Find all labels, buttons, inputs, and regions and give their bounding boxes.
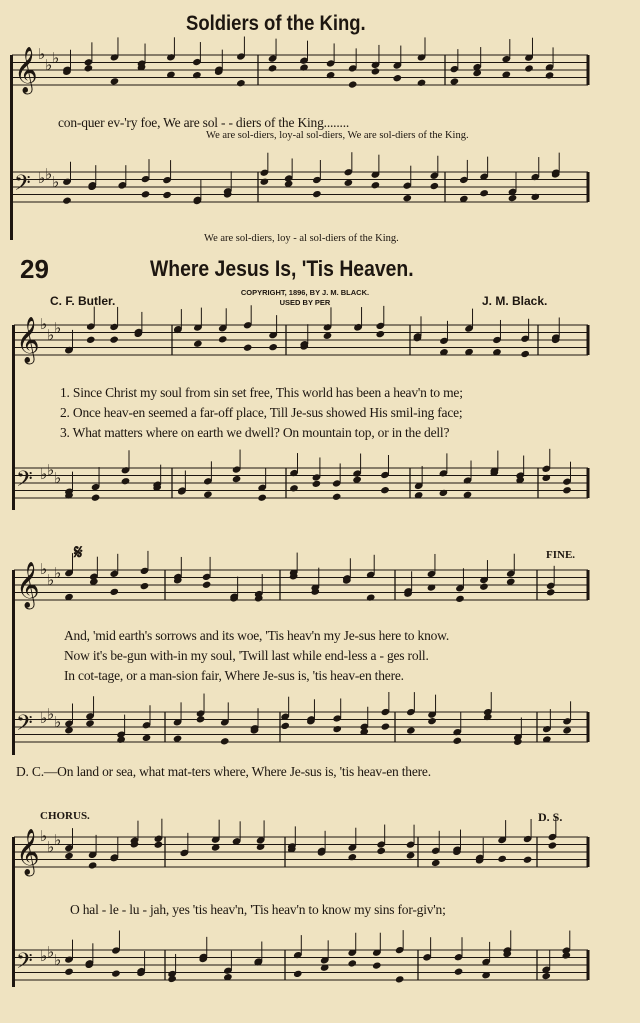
flat-sign: ♭ [54, 469, 62, 487]
note-head [479, 583, 489, 591]
note-head [218, 335, 228, 343]
note-head [376, 330, 386, 338]
verse-line: Now it's be-gun with-in my soul, 'Twill last while end-less a - ges roll. [64, 648, 429, 663]
chorus-label: CHORUS. [40, 810, 90, 822]
hymn-title: Where Jesus Is, 'Tis Heaven. [150, 256, 414, 281]
note-head [406, 726, 416, 734]
note-head [562, 726, 572, 734]
note-head [366, 593, 376, 601]
note-head [348, 80, 358, 88]
note-head [530, 193, 540, 201]
note-head [454, 967, 464, 975]
note-head [326, 71, 336, 79]
flat-sign: ♭ [40, 465, 48, 483]
segno-sign: 𝄋 [74, 542, 83, 564]
note-head [541, 474, 551, 482]
note-head [243, 344, 253, 352]
note-head [372, 961, 382, 969]
note-head [546, 588, 556, 596]
note-head [523, 856, 533, 864]
note-head [88, 861, 98, 869]
prev-lyric-line: We are sol-diers, loy-al sol-diers, We are sol-diers of the King. [206, 130, 469, 141]
note-head [91, 494, 101, 502]
bass-clef: 𝄢 [16, 949, 33, 979]
note-head [202, 581, 212, 589]
note-head [520, 350, 530, 358]
note-head [141, 190, 151, 198]
note-head [109, 335, 119, 343]
flat-sign: ♭ [52, 49, 60, 67]
note-head [116, 736, 126, 744]
note-head [193, 340, 203, 348]
flat-sign: ♭ [40, 315, 48, 333]
flat-sign: ♭ [40, 947, 48, 965]
note-head [417, 79, 427, 87]
treble-clef: 𝄞 [16, 829, 40, 875]
flat-sign: ♭ [47, 326, 55, 344]
note-head [541, 972, 551, 980]
note-head [406, 851, 416, 859]
note-head [121, 477, 131, 485]
prev-hymn-title: Soldiers of the King. [186, 12, 366, 35]
note-head [497, 855, 507, 863]
author: C. F. Butler. [50, 294, 116, 308]
note-head [154, 841, 164, 849]
flat-sign: ♭ [54, 713, 62, 731]
flat-sign: ♭ [47, 838, 55, 856]
verse-line: 1. Since Christ my soul from sin set free, This world has been a heav'n to me; [60, 385, 463, 400]
note-head [431, 859, 441, 867]
note-head [299, 63, 309, 71]
prev-lyric-line: We are sol-diers, loy - al sol-diers of the King. [204, 233, 399, 244]
copyright-line: COPYRIGHT, 1896, BY J. M. BLACK. [240, 288, 370, 297]
flat-sign: ♭ [47, 461, 55, 479]
verse-line: In cot-tage, or a man-sion fair, Where Je-sus is, 'tis heav-en there. [64, 668, 404, 683]
note-head [524, 64, 534, 72]
treble-clef: 𝄞 [16, 317, 40, 363]
verse-line: And, 'mid earth's sorrows and its woe, 'Tis heav'n my Je-sus here to know. [64, 628, 450, 643]
hymn-number: 29 [20, 254, 49, 284]
note-head [85, 719, 95, 727]
note-head [62, 196, 72, 204]
flat-sign: ♭ [52, 173, 60, 191]
system-brace [12, 325, 15, 510]
note-head [452, 737, 462, 745]
note-head [64, 852, 74, 860]
flat-sign: ♭ [40, 709, 48, 727]
note-head [268, 343, 278, 351]
note-head [289, 484, 299, 492]
note-head [236, 79, 246, 87]
note-head [562, 486, 572, 494]
treble-clef: 𝄞 [16, 562, 40, 608]
note-head [84, 64, 94, 72]
flat-sign: ♭ [54, 951, 62, 969]
note-head [260, 178, 270, 186]
note-head [380, 486, 390, 494]
note-head [293, 970, 303, 978]
note-head [348, 853, 358, 861]
note-head [479, 189, 489, 197]
flat-sign: ♭ [47, 571, 55, 589]
note-head [548, 841, 558, 849]
note-head [439, 489, 449, 497]
note-head [162, 191, 172, 199]
note-head [332, 725, 342, 733]
note-head [371, 67, 381, 75]
flat-sign: ♭ [47, 943, 55, 961]
note-head [450, 77, 460, 85]
verse-line: 3. What matters where on earth we dwell? On mountain top, or in the dell? [60, 425, 450, 440]
note-head [86, 336, 96, 344]
bass-clef: 𝄢 [14, 171, 31, 201]
flat-sign: ♭ [54, 831, 62, 849]
flat-sign: ♭ [45, 56, 53, 74]
note-head [455, 595, 465, 603]
ds-label: D. S. [538, 810, 563, 824]
note-head [110, 77, 120, 85]
note-head [427, 717, 437, 725]
verse-line: 2. Once heav-en seemed a far-off place, Till Je-sus showed His smil-ing face; [60, 405, 463, 420]
flat-sign: ♭ [54, 564, 62, 582]
note-head [109, 588, 119, 596]
bass-clef: 𝄢 [16, 711, 33, 741]
note-head [280, 722, 290, 730]
note-head [232, 475, 242, 483]
note-head [312, 190, 322, 198]
note-head [381, 722, 391, 730]
note-head [347, 959, 357, 967]
composer: J. M. Black. [482, 294, 548, 308]
note-head [111, 969, 121, 977]
note-head [268, 64, 278, 72]
system-brace [10, 55, 13, 240]
note-head [545, 71, 555, 79]
note-head [393, 74, 403, 82]
note-head [371, 181, 381, 189]
note-head [508, 194, 518, 202]
flat-sign: ♭ [45, 165, 53, 183]
note-head [203, 490, 213, 498]
note-head [376, 847, 386, 855]
note-head [312, 480, 322, 488]
dc-line: D. C.—On land or sea, what mat-ters where, Where Je-sus is, 'tis heav-en there. [16, 764, 431, 779]
note-head [402, 194, 412, 202]
chorus-lyric: O hal - le - lu - jah, yes 'tis heav'n, 'Tis heav'n to know my sins for-giv'n; [70, 902, 446, 917]
note-head [64, 968, 74, 976]
flat-sign: ♭ [47, 705, 55, 723]
fine-label: FINE. [546, 549, 576, 561]
note-head [256, 843, 266, 851]
note-head [430, 182, 440, 190]
copyright-line: USED BY PER [279, 298, 331, 307]
note-head [257, 494, 267, 502]
note-head [220, 737, 230, 745]
treble-clef: 𝄞 [14, 47, 38, 93]
flat-sign: ♭ [40, 560, 48, 578]
note-head [332, 493, 342, 501]
flat-sign: ♭ [40, 827, 48, 845]
flat-sign: ♭ [38, 169, 46, 187]
flat-sign: ♭ [54, 319, 62, 337]
note-head [395, 975, 405, 983]
note-head [140, 582, 150, 590]
bass-clef: 𝄢 [16, 467, 33, 497]
flat-sign: ♭ [38, 45, 46, 63]
note-head [192, 71, 202, 79]
prev-lyric-line: con-quer ev-'ry foe, We are sol - - diers of the King........ [58, 115, 350, 130]
